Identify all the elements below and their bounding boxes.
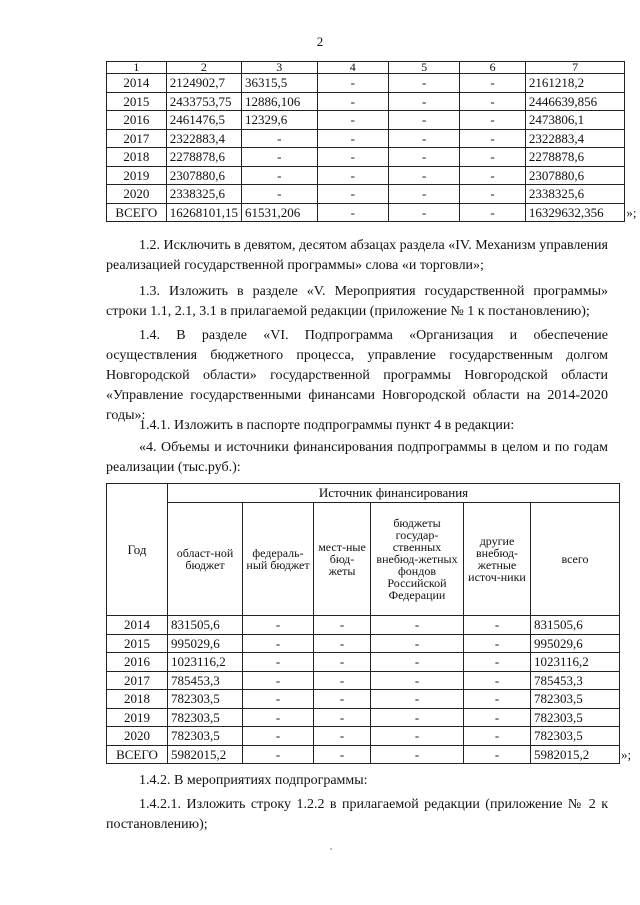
cell: - — [371, 671, 464, 690]
cell: 2446639,856 — [525, 92, 625, 111]
cell: - — [371, 653, 464, 672]
cell: - — [464, 690, 531, 709]
cell: - — [460, 92, 526, 111]
cell: - — [241, 148, 317, 167]
cell: 785453,3 — [531, 671, 620, 690]
col-header: другие внебюд-жетные источ-ники — [464, 503, 531, 616]
cell: 2019 — [107, 166, 167, 185]
cell: - — [241, 166, 317, 185]
cell: - — [314, 727, 371, 746]
cell: 2278878,6 — [525, 148, 625, 167]
cell: - — [371, 690, 464, 709]
cell: - — [388, 185, 459, 204]
cell: 2014 — [107, 74, 167, 93]
table-row — [107, 74, 640, 93]
col-header: всего — [531, 503, 620, 616]
table-subheader-row — [107, 503, 635, 616]
cell: 2307880,6 — [166, 166, 241, 185]
paragraph: 1.2. Исключить в девятом, десятом абзацах раздела «IV. Механизм управления реализацией государственной программы» слова «и торговли»; — [106, 238, 608, 273]
cell: 36315,5 — [241, 74, 317, 93]
cell: 12329,6 — [241, 111, 317, 130]
cell: 2018 — [107, 148, 167, 167]
cell: - — [371, 727, 464, 746]
cell: 2019 — [107, 708, 168, 727]
cell: - — [388, 203, 459, 222]
cell: 2307880,6 — [525, 166, 625, 185]
cell: 16329632,356 — [525, 203, 625, 222]
cell: 5982015,2 — [168, 745, 243, 764]
paragraph: 1.4.1. Изложить в паспорте подпрограммы пункт 4 в редакции: — [139, 418, 515, 433]
cell: 2473806,1 — [525, 111, 625, 130]
cell: 782303,5 — [168, 708, 243, 727]
cell: - — [460, 74, 526, 93]
cell: 2161218,2 — [525, 74, 625, 93]
cell: - — [371, 616, 464, 635]
col-header: федераль-ный бюджет — [243, 503, 314, 616]
cell: - — [464, 616, 531, 635]
cell: - — [460, 166, 526, 185]
cell: 782303,5 — [531, 690, 620, 709]
cell: - — [371, 708, 464, 727]
cell: - — [460, 203, 526, 222]
cell: - — [464, 653, 531, 672]
cell: 5982015,2 — [531, 745, 620, 764]
cell: 2433753,75 — [166, 92, 241, 111]
cell: 2338325,6 — [525, 185, 625, 204]
scan-speck — [330, 848, 332, 850]
table-row — [107, 166, 640, 185]
paragraph: 1.4.2.1. Изложить строку 1.2.2 в прилагаемой редакции (приложение № 2 к постановлению); — [106, 797, 608, 832]
cell: 2014 — [107, 616, 168, 635]
table-row — [107, 708, 635, 727]
table-row-total — [107, 745, 635, 764]
paragraph: 1.4.2. В мероприятиях подпрограммы: — [139, 773, 368, 788]
cell: - — [243, 616, 314, 635]
cell: 2338325,6 — [166, 185, 241, 204]
cell: - — [314, 671, 371, 690]
cell: 995029,6 — [168, 634, 243, 653]
cell: - — [243, 745, 314, 764]
table-row — [107, 671, 635, 690]
table-row — [107, 727, 635, 746]
cell: - — [388, 166, 459, 185]
cell: - — [317, 74, 388, 93]
table-row-total — [107, 203, 640, 222]
cell: - — [464, 634, 531, 653]
col-header: 7 — [525, 62, 625, 74]
cell: - — [314, 708, 371, 727]
table-row — [107, 92, 640, 111]
col-header: област-ной бюджет — [168, 503, 243, 616]
cell: 2322883,4 — [166, 129, 241, 148]
financing-table — [106, 61, 640, 222]
cell: 782303,5 — [168, 690, 243, 709]
cell: 831505,6 — [168, 616, 243, 635]
cell: 2016 — [107, 653, 168, 672]
cell: - — [317, 185, 388, 204]
paragraph: 1.4. В разделе «VI. Подпрограмма «Организация и обеспечение осуществления бюджетного процесса, управление государственным долгом Новгородской области» государственной программы Новгородской области «Управление государственными финансами Новгородской области на 2014-2020 годы»: — [106, 328, 608, 423]
table-row — [107, 111, 640, 130]
col-header: 5 — [388, 62, 459, 74]
table-row — [107, 185, 640, 204]
cell: 785453,3 — [168, 671, 243, 690]
cell: - — [314, 690, 371, 709]
cell: - — [464, 745, 531, 764]
cell: 2020 — [107, 185, 167, 204]
table-row — [107, 129, 640, 148]
cell: 1023116,2 — [531, 653, 620, 672]
cell: 2017 — [107, 671, 168, 690]
cell: - — [388, 148, 459, 167]
cell: 2016 — [107, 111, 167, 130]
table-row — [107, 653, 635, 672]
subprogram-financing-table — [106, 483, 635, 764]
cell: - — [317, 148, 388, 167]
paragraph: «4. Объемы и источники финансирования подпрограммы в целом и по годам реализации (тыс.руб.): — [106, 440, 608, 475]
cell: - — [317, 92, 388, 111]
col-header: бюджеты государ-ственных внебюд-жетных фондов Российской Федерации — [371, 503, 464, 616]
cell: 782303,5 — [531, 708, 620, 727]
cell: - — [241, 185, 317, 204]
cell: - — [388, 129, 459, 148]
cell: 16268101,15 — [166, 203, 241, 222]
cell: 2015 — [107, 92, 167, 111]
cell: 2124902,7 — [166, 74, 241, 93]
cell: - — [243, 634, 314, 653]
cell: 12886,106 — [241, 92, 317, 111]
col-header: мест-ные бюд-жеты — [314, 503, 371, 616]
cell: - — [317, 111, 388, 130]
cell: - — [388, 111, 459, 130]
cell: 831505,6 — [531, 616, 620, 635]
year-header: Год — [107, 484, 168, 616]
cell: 61531,206 — [241, 203, 317, 222]
cell: - — [460, 111, 526, 130]
cell: 2461476,5 — [166, 111, 241, 130]
cell: - — [243, 727, 314, 746]
cell: 782303,5 — [168, 727, 243, 746]
cell: - — [243, 671, 314, 690]
table-row — [107, 690, 635, 709]
cell: - — [460, 185, 526, 204]
cell: - — [314, 653, 371, 672]
col-header: 6 — [460, 62, 526, 74]
cell: - — [371, 634, 464, 653]
paragraph: 1.3. Изложить в разделе «V. Мероприятия государственной программы» строки 1.1, 2.1, 3.1 в прилагаемой редакции (приложение № 1 к постановлению); — [106, 284, 608, 319]
col-header: 4 — [317, 62, 388, 74]
cell: - — [314, 616, 371, 635]
cell: - — [243, 708, 314, 727]
cell: - — [371, 745, 464, 764]
table-row — [107, 616, 635, 635]
cell: - — [241, 129, 317, 148]
cell: 782303,5 — [531, 727, 620, 746]
cell: ВСЕГО — [107, 745, 168, 764]
cell: 1023116,2 — [168, 653, 243, 672]
table-close-quote: »; — [621, 746, 632, 762]
col-header: 1 — [107, 62, 167, 74]
cell: 2015 — [107, 634, 168, 653]
cell: - — [314, 745, 371, 764]
cell: - — [388, 74, 459, 93]
col-header: 3 — [241, 62, 317, 74]
table-header-row — [107, 484, 635, 503]
cell: 2322883,4 — [525, 129, 625, 148]
cell: - — [317, 166, 388, 185]
cell: 2017 — [107, 129, 167, 148]
cell: - — [460, 148, 526, 167]
cell: 995029,6 — [531, 634, 620, 653]
cell: - — [243, 653, 314, 672]
cell: - — [317, 129, 388, 148]
cell: - — [388, 92, 459, 111]
table-close-quote: »; — [626, 204, 637, 220]
cell: - — [317, 203, 388, 222]
cell: - — [460, 129, 526, 148]
cell: - — [464, 727, 531, 746]
col-header: 2 — [166, 62, 241, 74]
cell: 2018 — [107, 690, 168, 709]
cell: 2278878,6 — [166, 148, 241, 167]
table-header-row — [107, 62, 640, 74]
cell: - — [464, 708, 531, 727]
table-row — [107, 148, 640, 167]
page-number: 2 — [316, 34, 324, 49]
table-row — [107, 634, 635, 653]
cell: - — [314, 634, 371, 653]
cell: 2020 — [107, 727, 168, 746]
cell: ВСЕГО — [107, 203, 167, 222]
cell: - — [464, 671, 531, 690]
source-header: Источник финансирования — [168, 484, 620, 503]
cell: - — [243, 690, 314, 709]
